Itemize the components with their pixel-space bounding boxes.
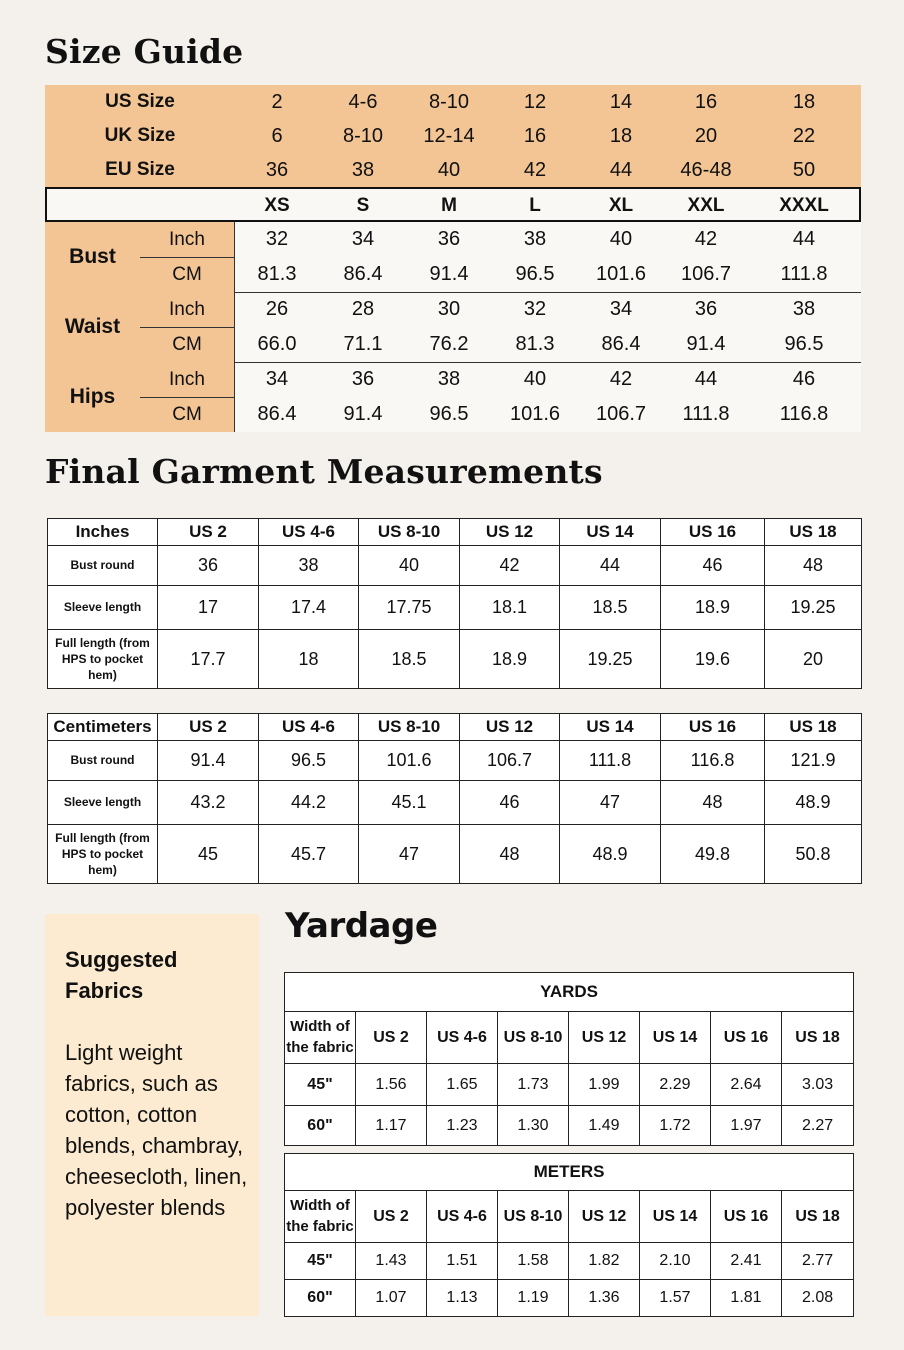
table-cell: 44.2 [259, 781, 359, 825]
row-label: Sleeve length [48, 586, 158, 630]
measurement-value: 111.8 [682, 403, 730, 425]
table-cell: 1.56 [356, 1064, 427, 1106]
table-cell: 44 [560, 546, 661, 586]
size-value: 36 [265, 159, 289, 181]
size-letter: S [356, 195, 370, 216]
size-value: 42 [523, 159, 547, 181]
measurement-value: 38 [792, 298, 816, 320]
measurement-value: 44 [792, 228, 816, 250]
measurement-value: 91.4 [343, 403, 383, 425]
measurement-name: Hips [69, 385, 116, 408]
size-column-header: US 4-6 [427, 1012, 498, 1064]
size-value: 20 [694, 125, 718, 147]
table-cell: 1.72 [640, 1106, 711, 1146]
table-cell: 19.25 [560, 630, 661, 689]
measurement-value: 96.5 [784, 333, 824, 355]
size-value: 16 [523, 125, 547, 147]
table-cell: 1.13 [427, 1280, 498, 1317]
size-column-header: US 18 [782, 1191, 854, 1243]
measurement-value: 36 [694, 298, 718, 320]
table-cell: 18 [259, 630, 359, 689]
row-label: Sleeve length [48, 781, 158, 825]
size-column-header: US 12 [569, 1012, 640, 1064]
table-cell: 45.1 [359, 781, 460, 825]
size-column-header: US 16 [711, 1191, 782, 1243]
table-cell: 1.82 [569, 1243, 640, 1280]
table-header-row [48, 714, 862, 741]
measurement-value: 42 [609, 368, 633, 390]
table-cell: 17 [158, 586, 259, 630]
measurement-value: 32 [523, 298, 547, 320]
table-cell: 2.29 [640, 1064, 711, 1106]
size-value: 14 [609, 91, 633, 113]
measurement-value: 40 [609, 228, 633, 250]
table-row [285, 1106, 854, 1146]
size-letter: XXXL [779, 195, 829, 216]
table-cell: 38 [259, 546, 359, 586]
unit-title: YARDS [285, 973, 854, 1012]
row-label: Full length (from HPS to pocket hem) [48, 630, 158, 689]
suggested-fabrics-panel [45, 914, 259, 1316]
size-column-header: US 12 [460, 519, 560, 546]
table-cell: 49.8 [661, 825, 765, 884]
measurement-value: 96.5 [515, 263, 555, 285]
table-cell: 2.10 [640, 1243, 711, 1280]
table-cell: 1.30 [498, 1106, 569, 1146]
measurement-value: 96.5 [429, 403, 469, 425]
yardage-meters-table [284, 1153, 854, 1317]
measurement-value: 101.6 [509, 403, 561, 425]
table-cell: 17.4 [259, 586, 359, 630]
yardage-yards-table [284, 972, 854, 1146]
table-cell: 19.6 [661, 630, 765, 689]
unit-header: Inches [48, 519, 158, 546]
size-letter: XXL [687, 195, 725, 216]
table-cell: 36 [158, 546, 259, 586]
measurement-value: 30 [437, 298, 461, 320]
measurement-unit: CM [172, 334, 202, 355]
unit-title: METERS [285, 1154, 854, 1191]
size-letter: L [529, 195, 541, 216]
size-column-header: US 18 [782, 1012, 854, 1064]
fabric-width: 60" [285, 1106, 356, 1146]
size-value: 8-10 [428, 91, 470, 113]
size-value: 16 [694, 91, 718, 113]
table-cell: 91.4 [158, 741, 259, 781]
table-cell: 48.9 [765, 781, 862, 825]
size-value: 12-14 [423, 125, 475, 147]
measurement-value: 116.8 [779, 403, 829, 425]
size-system-label: US Size [105, 91, 175, 112]
garment-centimeters-table [47, 713, 862, 884]
measurement-value: 36 [437, 228, 461, 250]
size-column-header: US 4-6 [259, 519, 359, 546]
table-cell: 1.49 [569, 1106, 640, 1146]
table-cell: 17.75 [359, 586, 460, 630]
table-cell: 42 [460, 546, 560, 586]
table-cell: 18.9 [460, 630, 560, 689]
size-column-header: US 8-10 [498, 1191, 569, 1243]
size-conversion-header [45, 85, 861, 187]
size-system-label: UK Size [104, 125, 176, 146]
measurement-value: 38 [523, 228, 547, 250]
table-cell: 3.03 [782, 1064, 854, 1106]
table-cell: 45 [158, 825, 259, 884]
table-cell: 1.81 [711, 1280, 782, 1317]
fabric-width: 60" [285, 1280, 356, 1317]
table-cell: 45.7 [259, 825, 359, 884]
measurement-value: 26 [265, 298, 289, 320]
table-cell: 48 [661, 781, 765, 825]
measurement-value: 46 [792, 368, 816, 390]
size-value: 50 [792, 159, 816, 181]
size-letter: M [441, 195, 457, 216]
table-divider [234, 292, 861, 293]
table-cell: 1.73 [498, 1064, 569, 1106]
size-value: 22 [792, 125, 816, 147]
unit-title-row [285, 1154, 854, 1191]
size-column-header: US 12 [460, 714, 560, 741]
table-cell: 2.77 [782, 1243, 854, 1280]
measurement-value: 38 [437, 368, 461, 390]
table-cell: 106.7 [460, 741, 560, 781]
table-cell: 18.5 [359, 630, 460, 689]
size-column-header: US 8-10 [498, 1012, 569, 1064]
table-cell: 116.8 [661, 741, 765, 781]
table-cell: 96.5 [259, 741, 359, 781]
measurement-name: Bust [69, 245, 116, 268]
size-value: 2 [271, 91, 283, 113]
measurement-value: 81.3 [257, 263, 297, 285]
body-measurements-table [45, 222, 861, 432]
table-cell: 47 [359, 825, 460, 884]
table-cell: 2.64 [711, 1064, 782, 1106]
measurement-value: 42 [694, 228, 718, 250]
measurement-value: 34 [351, 228, 375, 250]
size-column-header: US 8-10 [359, 519, 460, 546]
measurement-value: 106.7 [680, 263, 732, 285]
table-cell: 40 [359, 546, 460, 586]
size-value: 4-6 [348, 91, 378, 113]
size-column-header: US 14 [560, 714, 661, 741]
table-cell: 1.36 [569, 1280, 640, 1317]
size-column-header: US 4-6 [259, 714, 359, 741]
measurement-unit: Inch [169, 229, 205, 250]
table-cell: 2.41 [711, 1243, 782, 1280]
size-column-header: US 18 [765, 519, 862, 546]
fabric-width: 45" [285, 1064, 356, 1106]
size-column-header: US 12 [569, 1191, 640, 1243]
table-cell: 17.7 [158, 630, 259, 689]
measurement-unit: CM [172, 264, 202, 285]
table-row [48, 586, 862, 630]
size-column-header: US 4-6 [427, 1191, 498, 1243]
table-row [48, 781, 862, 825]
table-cell: 47 [560, 781, 661, 825]
size-guide-title: Size Guide [45, 32, 244, 71]
measurement-value: 32 [265, 228, 289, 250]
measurement-unit: Inch [169, 299, 205, 320]
size-label-row [45, 187, 861, 222]
measurement-value: 28 [351, 298, 375, 320]
table-cell: 1.17 [356, 1106, 427, 1146]
table-cell: 48.9 [560, 825, 661, 884]
measurement-value: 81.3 [515, 333, 555, 355]
measurement-value: 36 [351, 368, 375, 390]
size-value: 44 [609, 159, 633, 181]
unit-header: Centimeters [48, 714, 158, 741]
size-value: 46-48 [680, 159, 732, 181]
table-row [285, 1064, 854, 1106]
size-column-header: US 16 [661, 714, 765, 741]
table-cell: 18.9 [661, 586, 765, 630]
table-header-row [285, 1012, 854, 1064]
suggested-fabrics-title: Suggested Fabrics [65, 947, 178, 1003]
table-divider [234, 222, 235, 432]
measurement-value: 91.4 [686, 333, 726, 355]
size-value: 12 [523, 91, 547, 113]
table-divider [234, 362, 861, 363]
measurement-value: 40 [523, 368, 547, 390]
measurement-unit: CM [172, 404, 202, 425]
table-cell: 1.23 [427, 1106, 498, 1146]
row-label: Full length (from HPS to pocket hem) [48, 825, 158, 884]
measurement-value: 86.4 [257, 403, 297, 425]
table-cell: 19.25 [765, 586, 862, 630]
table-cell: 111.8 [560, 741, 661, 781]
size-column-header: US 14 [640, 1012, 711, 1064]
measurement-value: 34 [265, 368, 289, 390]
size-column-header: US 2 [158, 714, 259, 741]
table-row [285, 1243, 854, 1280]
table-cell: 18.1 [460, 586, 560, 630]
size-column-header: US 2 [356, 1012, 427, 1064]
table-cell: 46 [661, 546, 765, 586]
measurement-unit: Inch [169, 369, 205, 390]
size-column-header: US 14 [560, 519, 661, 546]
size-column-header: US 18 [765, 714, 862, 741]
size-value: 18 [792, 91, 816, 113]
size-letter: XL [608, 195, 634, 216]
measurement-name: Waist [64, 315, 121, 338]
measurement-value: 86.4 [343, 263, 383, 285]
table-cell: 1.65 [427, 1064, 498, 1106]
final-garment-title: Final Garment Measurements [45, 452, 603, 491]
table-row [48, 825, 862, 884]
fabric-width: 45" [285, 1243, 356, 1280]
size-value: 8-10 [342, 125, 384, 147]
measurement-value: 86.4 [601, 333, 641, 355]
table-cell: 1.99 [569, 1064, 640, 1106]
measurement-value: 71.1 [343, 333, 383, 355]
measurement-value: 34 [609, 298, 633, 320]
table-row [48, 741, 862, 781]
table-cell: 1.19 [498, 1280, 569, 1317]
table-cell: 50.8 [765, 825, 862, 884]
table-cell: 2.27 [782, 1106, 854, 1146]
suggested-fabrics-text: Light weight fabrics, such as cotton, cotton blends, chambray, cheesecloth, linen, polyester blends [65, 1040, 248, 1220]
table-cell: 43.2 [158, 781, 259, 825]
table-cell: 48 [765, 546, 862, 586]
table-cell: 46 [460, 781, 560, 825]
measurement-value: 76.2 [429, 333, 469, 355]
row-label: Bust round [48, 741, 158, 781]
table-cell: 101.6 [359, 741, 460, 781]
measurement-value: 106.7 [595, 403, 647, 425]
size-value: 38 [351, 159, 375, 181]
size-value: 6 [271, 125, 283, 147]
table-cell: 121.9 [765, 741, 862, 781]
measurement-value: 91.4 [429, 263, 469, 285]
width-header: Width of the fabric [285, 1012, 356, 1064]
table-cell: 2.08 [782, 1280, 854, 1317]
table-cell: 18.5 [560, 586, 661, 630]
row-label: Bust round [48, 546, 158, 586]
size-letter: XS [264, 195, 290, 216]
size-column-header: US 16 [711, 1012, 782, 1064]
size-column-header: US 14 [640, 1191, 711, 1243]
size-column-header: US 8-10 [359, 714, 460, 741]
table-header-row [48, 519, 862, 546]
table-header-row [285, 1191, 854, 1243]
width-header: Width of the fabric [285, 1191, 356, 1243]
size-value: 40 [437, 159, 461, 181]
yardage-title: Yardage [285, 906, 438, 946]
unit-title-row [285, 973, 854, 1012]
table-cell: 1.07 [356, 1280, 427, 1317]
size-value: 18 [609, 125, 633, 147]
measurement-value: 101.6 [595, 263, 647, 285]
measurement-value: 111.8 [780, 263, 828, 285]
table-cell: 1.57 [640, 1280, 711, 1317]
size-system-label: EU Size [105, 159, 175, 180]
measurement-value: 44 [694, 368, 718, 390]
table-cell: 48 [460, 825, 560, 884]
table-cell: 1.43 [356, 1243, 427, 1280]
table-cell: 1.51 [427, 1243, 498, 1280]
garment-inches-table [47, 518, 862, 689]
table-cell: 1.97 [711, 1106, 782, 1146]
measurement-value: 66.0 [257, 333, 297, 355]
table-row [48, 546, 862, 586]
table-cell: 1.58 [498, 1243, 569, 1280]
size-column-header: US 16 [661, 519, 765, 546]
table-row [48, 630, 862, 689]
table-row [285, 1280, 854, 1317]
size-column-header: US 2 [356, 1191, 427, 1243]
table-cell: 20 [765, 630, 862, 689]
size-column-header: US 2 [158, 519, 259, 546]
